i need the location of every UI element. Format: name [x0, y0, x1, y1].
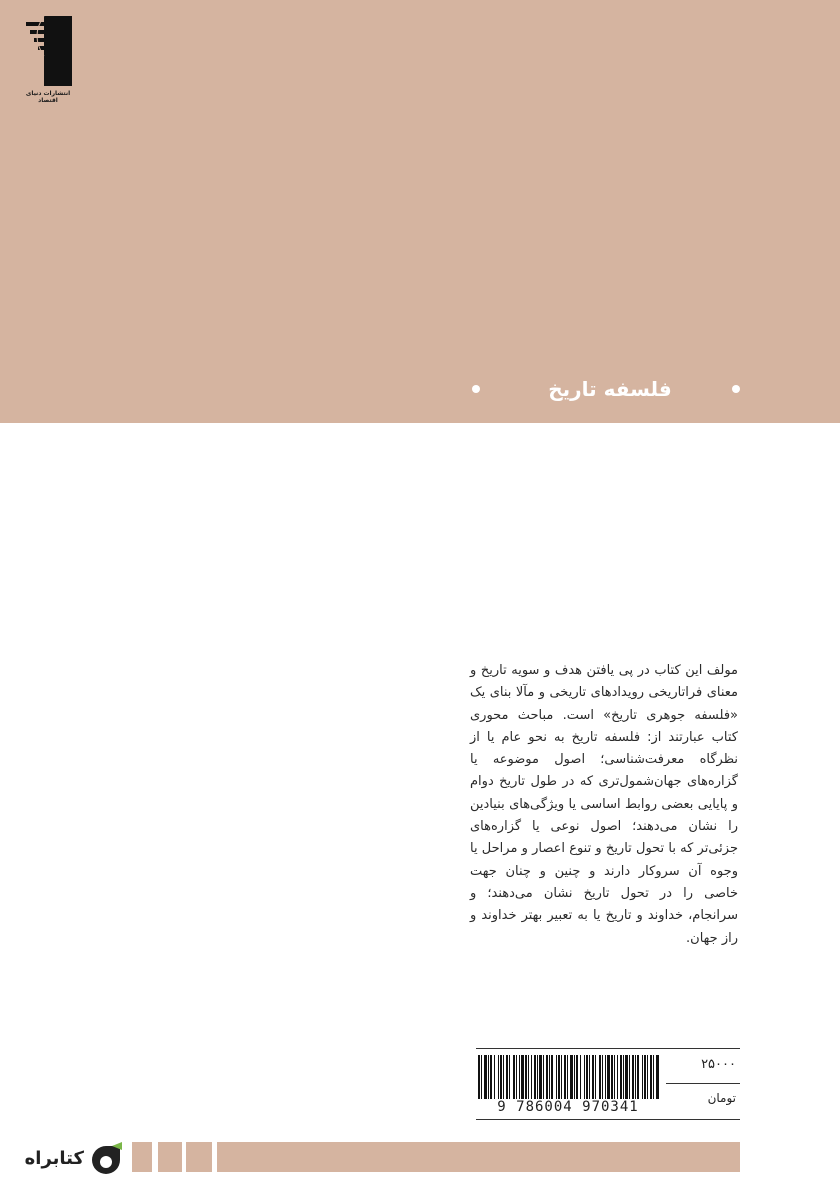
- barcode-stripe: [602, 1055, 603, 1099]
- barcode-stripe: [558, 1055, 560, 1099]
- bottom-bar-4: [217, 1142, 740, 1172]
- barcode-stripe: [635, 1055, 636, 1099]
- barcode-stripe: [556, 1055, 557, 1099]
- barcode-stripe: [650, 1055, 652, 1099]
- title-dot-right: [732, 385, 740, 393]
- barcode-stripe: [528, 1055, 529, 1099]
- barcode-stripe: [629, 1055, 630, 1099]
- barcode-stripe: [611, 1055, 613, 1099]
- barcode-stripe: [534, 1055, 536, 1099]
- price-unit: تومان: [707, 1091, 736, 1105]
- barcode-stripe: [592, 1055, 594, 1099]
- barcode-stripe: [620, 1055, 622, 1099]
- ketabrah-logo-icon: [88, 1142, 124, 1178]
- isbn-barcode: [476, 1055, 660, 1099]
- title-dot-left: [472, 385, 480, 393]
- barcode-stripe: [525, 1055, 527, 1099]
- barcode-stripe: [513, 1055, 515, 1099]
- barcode-stripe: [516, 1055, 517, 1099]
- barcode-stripe: [599, 1055, 601, 1099]
- barcode-stripe: [605, 1055, 606, 1099]
- cover-top-band: [0, 0, 840, 423]
- barcode-stripe: [586, 1055, 588, 1099]
- barcode-stripe: [521, 1055, 524, 1099]
- barcode-stripe: [564, 1055, 566, 1099]
- barcode-stripe: [576, 1055, 578, 1099]
- barcode-stripe: [642, 1055, 643, 1099]
- barcode-stripe: [490, 1055, 492, 1099]
- barcode-stripe: [625, 1055, 628, 1099]
- barcode-stripe: [519, 1055, 520, 1099]
- barcode-stripe: [614, 1055, 615, 1099]
- publisher-name: انتشارات دنیای اقتصاد: [25, 90, 71, 104]
- barcode-stripe: [546, 1055, 548, 1099]
- barcode-stripe: [632, 1055, 634, 1099]
- barcode-stripe: [644, 1055, 646, 1099]
- barcode-stripe: [570, 1055, 573, 1099]
- barcode-stripe: [607, 1055, 610, 1099]
- barcode-stripe: [623, 1055, 624, 1099]
- isbn-digits: 9 786004 970341: [497, 1099, 639, 1115]
- barcode-stripe: [506, 1055, 508, 1099]
- bottom-bar-2: [158, 1142, 182, 1172]
- barcode-stripe: [617, 1055, 618, 1099]
- back-cover-blurb: مولف این کتاب در پی یافتن هدف و سویه تاریخ و معنای فراتاریخی رویدادهای تاریخی و مآلا بنای یک «فلسفه جوهری تاریخ» است. مباحث محوری کتاب عبارتند از: فلسفه تاریخ به نحو عام یا از نظرگاه معرفت‌شناسی؛ اصول موضوعه یا گزاره‌های جهان‌شمول‌تری که در طول تاریخ دوام و پایایی بعضی روابط اساسی یا ویژگی‌های بنیادین را نشان می‌دهند؛ اصول نوعی یا گزاره‌های جزئی‌تر که با تحول تاریخ و تنوع اعصار و مراحل یا وجوه آن سروکار دارند و چنین و چنان جهت خاصی را در تحول تاریخ نشان می‌دهند؛ و سرانجام، خداوند و تاریخ یا به تعبیر بهتر خداوند و راز جهان.: [470, 663, 738, 946]
- barcode-stripe: [647, 1055, 648, 1099]
- barcode-stripe: [503, 1055, 504, 1099]
- watermark-text: کتابراه: [24, 1148, 84, 1169]
- barcode-stripe: [584, 1055, 585, 1099]
- bottom-bar-1: [132, 1142, 152, 1172]
- barcode-stripe: [484, 1055, 487, 1099]
- barcode-stripe: [549, 1055, 550, 1099]
- barcode-stripe: [561, 1055, 562, 1099]
- barcode-stripe: [539, 1055, 542, 1099]
- barcode-stripe: [488, 1055, 489, 1099]
- publisher-book-icon: [22, 16, 72, 86]
- barcode-stripe: [656, 1055, 659, 1099]
- bottom-bar-3: [186, 1142, 212, 1172]
- barcode-stripe: [494, 1055, 495, 1099]
- barcode-stripe: [478, 1055, 480, 1099]
- title-row: [460, 374, 760, 404]
- barcode-stripe: [637, 1055, 639, 1099]
- barcode-stripe: [595, 1055, 596, 1099]
- ketabrah-watermark: [14, 1140, 126, 1180]
- barcode-stripe: [509, 1055, 510, 1099]
- barcode-stripe: [481, 1055, 482, 1099]
- barcode-stripe: [567, 1055, 568, 1099]
- barcode-stripe: [537, 1055, 538, 1099]
- barcode-stripe: [498, 1055, 499, 1099]
- barcode-stripe: [543, 1055, 544, 1099]
- barcode-stripe: [653, 1055, 654, 1099]
- book-title: فلسفه تاریخ: [548, 377, 672, 401]
- barcode-stripe: [531, 1055, 532, 1099]
- price-value: ۲۵۰۰۰: [701, 1057, 736, 1072]
- barcode-stripe: [500, 1055, 502, 1099]
- publisher-logo: [18, 16, 78, 102]
- barcode-stripe: [589, 1055, 590, 1099]
- barcode-stripe: [551, 1055, 553, 1099]
- barcode-stripe: [580, 1055, 581, 1099]
- barcode-stripe: [574, 1055, 575, 1099]
- barcode-price-block: [476, 1048, 740, 1120]
- price-divider: [666, 1083, 740, 1084]
